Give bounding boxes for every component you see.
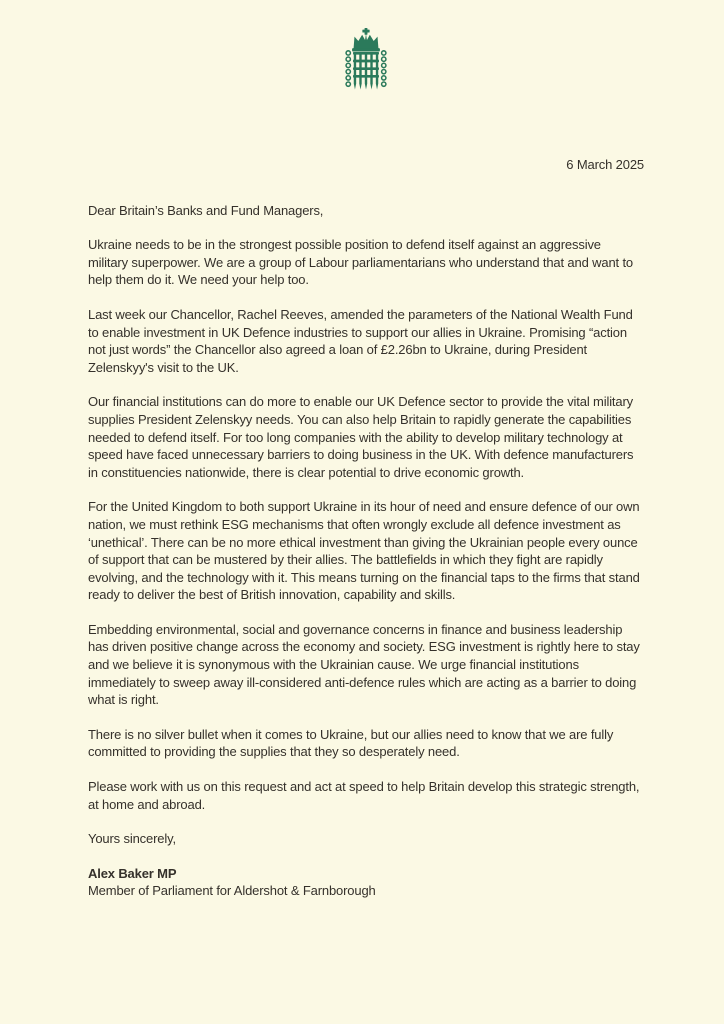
salutation: Dear Britain’s Banks and Fund Managers, [88, 202, 324, 218]
letter-paragraph: Last week our Chancellor, Rachel Reeves, amended the parameters of the National Wealth Fund to enable investment in UK Defence industries to support our allies in Ukraine. Promising “action not just words” the Chancellor also agreed a loan of £2.26bn to Ukraine, during President Zelenskyy's visit to the UK. [88, 306, 633, 375]
letter-paragraph: Ukraine needs to be in the strongest possible position to defend itself against an aggressive military superpower. We are a group of Labour parliamentarians who understand that and want to help them do it. We need your help too. [88, 237, 633, 288]
letter-paragraph: Our financial institutions can do more to enable our UK Defence sector to provide the vital military supplies President Zelenskyy needs. You can also help Britain to rapidly generate the capabilities needed to defend itself. For too long companies with the ability to develop military technology at speed have faced unnecessary barriers to doing business in the UK. With defence manufacturers in constituencies nationwide, there is clear potential to drive economic growth. [88, 394, 634, 480]
letter-body [88, 236, 644, 813]
signature-title: Member of Parliament for Aldershot & Farnborough [88, 883, 376, 899]
portcullis-icon [342, 28, 390, 100]
parliament-logo [88, 28, 644, 106]
closing: Yours sincerely, [88, 831, 176, 847]
letter-paragraph: For the United Kingdom to both support Ukraine in its hour of need and ensure defence of our own nation, we must rethink ESG mechanisms that often wrongly exclude all defence investment as ‘unethical’. There can be no more ethical investment than giving the Ukrainian people every ounce of support that can be mustered by their allies. The battlefields in which they fight are rapidly evolving, and the technology with it. This means turning on the financial taps to the firms that stand ready to deliver the best of British innovation, capability and skills. [88, 499, 640, 603]
letter-date: 6 March 2025 [566, 157, 644, 172]
signature-name: Alex Baker MP [88, 865, 177, 881]
letter-paragraph: Please work with us on this request and act at speed to help Britain develop this strategic strength, at home and abroad. [88, 779, 640, 812]
letter-paragraph: There is no silver bullet when it comes to Ukraine, but our allies need to know that we are fully committed to providing the supplies that they so desperately need. [88, 726, 614, 760]
letter-paragraph: Embedding environmental, social and governance concerns in finance and business leadership has driven positive change across the economy and society. ESG investment is rightly here to stay and we believe it is synonymous with the Ukrainian cause. We urge financial institutions immediately to sweep away ill-considered anti-defence rules which are acting as a barrier to doing what is right. [88, 621, 640, 708]
